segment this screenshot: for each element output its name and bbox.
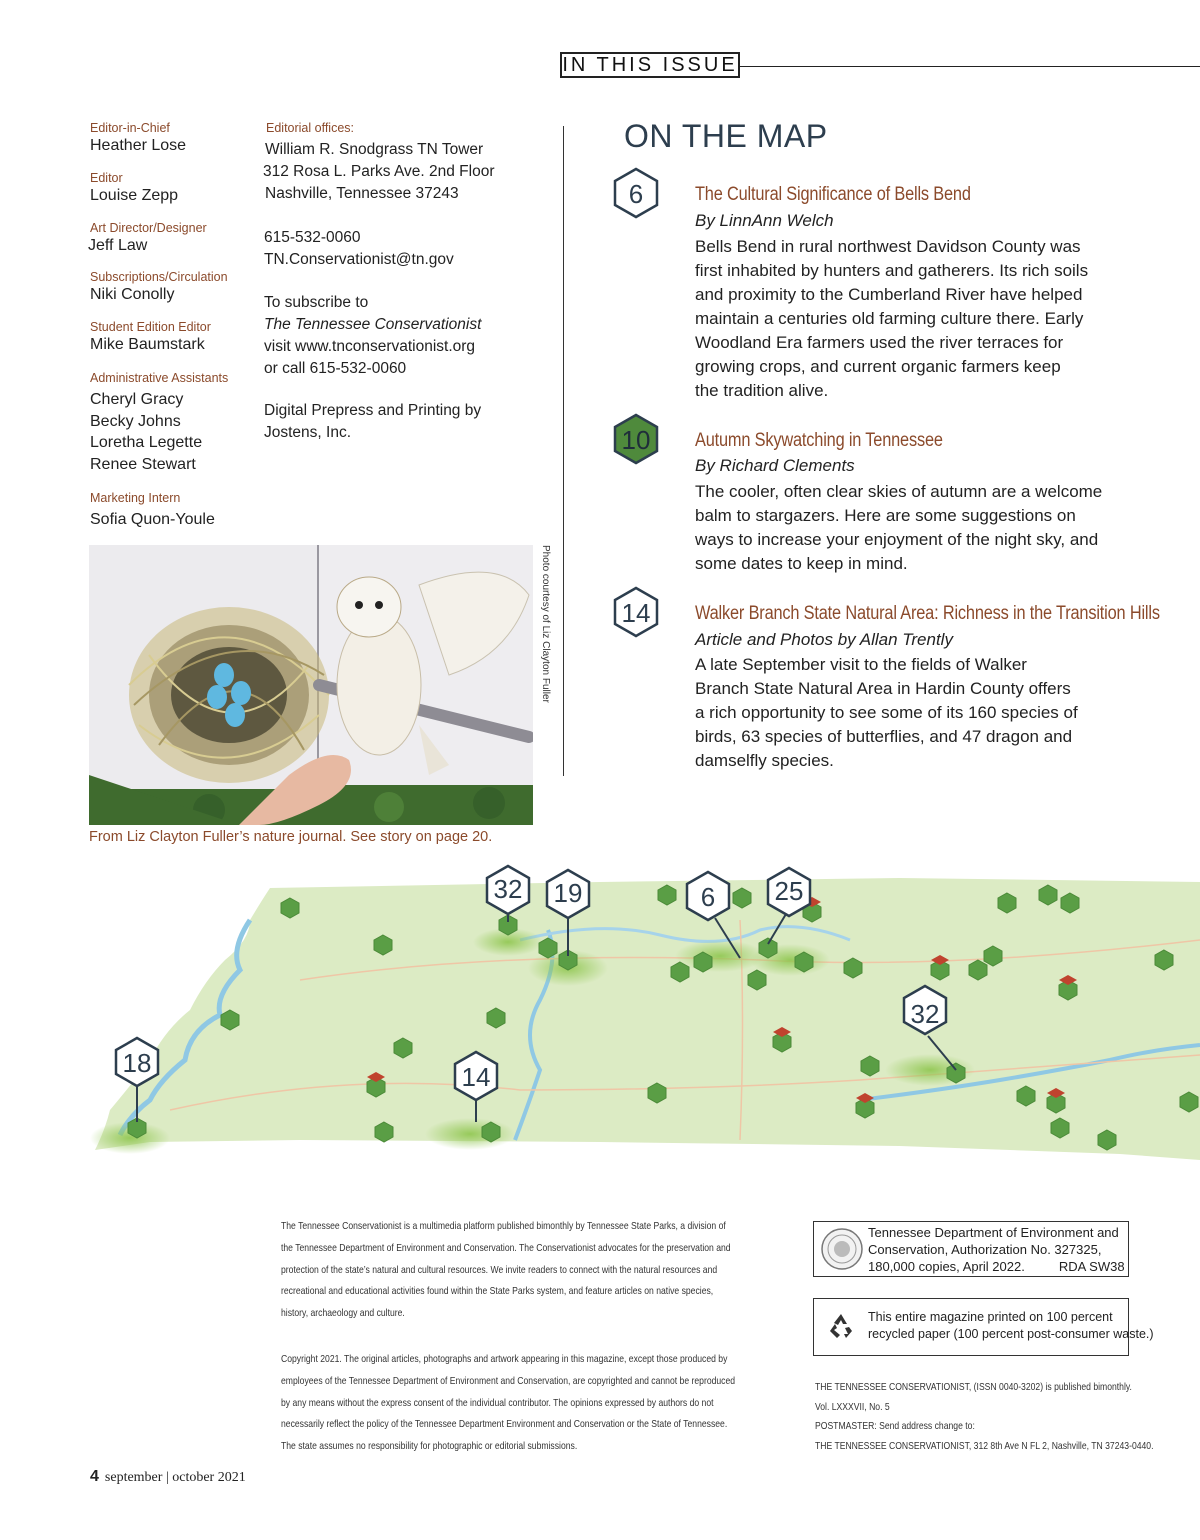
- page-folio: [90, 1468, 246, 1486]
- page-number: 4: [90, 1468, 99, 1485]
- summary-line: some dates to keep in mind.: [695, 554, 908, 573]
- article-title[interactable]: The Cultural Significance of Bells Bend: [695, 184, 971, 205]
- map-badge-label: 14: [461, 1062, 491, 1092]
- park-site-icon: [984, 946, 1002, 966]
- editor-name: Louise Zepp: [90, 187, 179, 204]
- park-site-icon: [281, 898, 299, 918]
- issue-date: september | october 2021: [104, 1470, 246, 1485]
- subscriptions-label: Subscriptions/Circulation: [90, 270, 228, 284]
- printing-line: Jostens, Inc.: [264, 424, 352, 441]
- map-badge-label: 32: [493, 874, 523, 904]
- copyright-line: employees of the Tennessee Department of Environment and Conservation, are copyrighted and cannot be reproduced: [281, 1374, 736, 1387]
- summary-line: balm to stargazers. Here are some suggestions on: [695, 506, 1076, 525]
- park-site-icon: [969, 960, 987, 980]
- admin-name: Cheryl Gracy: [90, 391, 184, 408]
- park-site-icon: [998, 893, 1016, 913]
- copyright-line: necessarily reflect the policy of the Tennessee Department Environment and Conservation or the State of Tennessee.: [281, 1418, 728, 1431]
- summary-line: birds, 63 species of butterflies, and 47 dragon and: [695, 727, 1073, 746]
- page-number: 10: [621, 425, 651, 455]
- recycled-line: This entire magazine printed on 100 percent: [868, 1310, 1113, 1324]
- about-line: the Tennessee Department of Environment and Conservation. The Conservationist advocates for the preservation and: [281, 1241, 731, 1254]
- park-site-icon: [1180, 1092, 1198, 1112]
- authorization-text: [868, 1224, 1125, 1275]
- admin-name: Loretha Legette: [90, 434, 203, 451]
- art-director-name: Jeff Law: [88, 237, 148, 254]
- map-badge-label: 18: [122, 1048, 152, 1078]
- subscribe-info: [264, 292, 481, 380]
- photo-caption: From Liz Clayton Fuller’s nature journal. See story on page 20.: [89, 829, 493, 845]
- summary-line: Bells Bend in rural northwest Davidson County was: [695, 237, 1081, 256]
- legal-line: Vol. LXXXVII, No. 5: [815, 1400, 890, 1413]
- offices-contact: [264, 227, 454, 271]
- park-site-icon: [1017, 1086, 1035, 1106]
- address-line: William R. Snodgrass TN Tower: [265, 141, 484, 158]
- park-site-icon: [375, 1122, 393, 1142]
- tennessee-map: [0, 860, 1200, 1170]
- park-site-icon: [658, 885, 676, 905]
- on-the-map-heading: ON THE MAP: [624, 118, 828, 154]
- authorization-line: [868, 1258, 1125, 1275]
- article-author: By Richard Clements: [695, 456, 855, 475]
- email-address: TN.Conservationist@tn.gov: [264, 251, 454, 268]
- page-badge: [612, 413, 660, 465]
- summary-line: growing crops, and current organic farmers keep: [695, 357, 1061, 376]
- admin-name: Becky Johns: [90, 413, 181, 430]
- recycle-icon: [826, 1311, 856, 1341]
- subscribe-line: or call 615-532-0060: [264, 360, 407, 377]
- park-site-icon: [539, 938, 557, 958]
- park-site-icon: [1098, 1130, 1116, 1150]
- article-author: By LinnAnn Welch: [695, 211, 834, 230]
- article-title[interactable]: Autumn Skywatching in Tennessee: [695, 430, 943, 451]
- summary-line: and proximity to the Cumberland River have helped: [695, 285, 1083, 304]
- article-summary: [695, 480, 1135, 576]
- about-line: protection of the state’s natural and cultural resources. We invite readers to connect with the natural resources and: [281, 1263, 718, 1276]
- park-site-icon: [759, 938, 777, 958]
- state-seal-icon: [820, 1227, 864, 1271]
- legal-line: POSTMASTER: Send address change to:: [815, 1420, 975, 1432]
- legal-line: THE TENNESSEE CONSERVATIONIST, 312 8th Ave N FL 2, Nashville, TN 37243-0440.: [815, 1439, 1154, 1452]
- subscribe-line: To subscribe to: [264, 294, 369, 311]
- column-divider: [563, 126, 564, 776]
- offices-address: [265, 139, 495, 205]
- recycled-paper-box: [813, 1298, 1154, 1356]
- copyright-line: The state assumes no responsibility for photographic or editorial submissions.: [281, 1440, 578, 1453]
- park-site-icon: [795, 952, 813, 972]
- summary-line: The cooler, often clear skies of autumn are a welcome: [695, 482, 1103, 501]
- section-label: IN THIS ISSUE: [560, 52, 740, 78]
- photo-credit: Photo courtesy of Liz Clayton Fuller: [540, 545, 551, 703]
- about-line: history, archaeology and culture.: [281, 1307, 405, 1320]
- authorization-line: Conservation, Authorization No. 327325,: [868, 1242, 1102, 1257]
- summary-line: the tradition alive.: [695, 381, 829, 400]
- recycled-line: recycled paper (100 percent post-consumer waste.): [868, 1327, 1154, 1341]
- copies-text: 180,000 copies, April 2022.: [868, 1259, 1025, 1274]
- park-site-icon: [1051, 1118, 1069, 1138]
- recycled-text: [868, 1309, 1154, 1343]
- summary-line: ways to increase your enjoyment of the night sky, and: [695, 530, 1099, 549]
- phone-number: 615-532-0060: [264, 229, 361, 246]
- park-site-icon: [947, 1063, 965, 1083]
- park-site-icon: [748, 970, 766, 990]
- subscribe-line: visit www.tnconservationist.org: [264, 338, 476, 355]
- editor-in-chief-name: Heather Lose: [90, 137, 187, 154]
- page-number: 14: [621, 598, 651, 628]
- address-line: 312 Rosa L. Parks Ave. 2nd Floor: [263, 163, 495, 180]
- state-map-graphic: [0, 860, 1200, 1170]
- legal-line: THE TENNESSEE CONSERVATIONIST, (ISSN 0040-3202) is published bimonthly.: [815, 1381, 1132, 1393]
- map-badge-label: 19: [553, 878, 583, 908]
- authorization-box: [813, 1221, 1129, 1277]
- article-author: Article and Photos by Allan Trently: [695, 630, 953, 649]
- park-site-icon: [482, 1122, 500, 1142]
- summary-line: damselfly species.: [695, 751, 834, 770]
- park-site-icon: [1039, 885, 1057, 905]
- editor-label: Editor: [90, 171, 123, 185]
- editor-in-chief-label: Editor-in-Chief: [90, 121, 170, 135]
- map-badge-label: 25: [774, 876, 804, 906]
- article-summary: [695, 653, 1135, 773]
- summary-line: Branch State Natural Area in Hardin County offers: [695, 679, 1071, 698]
- park-site-icon: [1155, 950, 1173, 970]
- article-title[interactable]: Walker Branch State Natural Area: Richness in the Transition Hills: [695, 603, 1160, 624]
- park-site-icon: [221, 1010, 239, 1030]
- subscriptions-name: Niki Conolly: [90, 286, 175, 303]
- state-shape: [95, 878, 1200, 1160]
- park-site-icon: [374, 935, 392, 955]
- header-rule: [740, 66, 1200, 67]
- publication-legal: [815, 1378, 1154, 1456]
- park-site-icon: [1061, 893, 1079, 913]
- map-badge-label: 32: [910, 999, 940, 1029]
- park-site-icon: [844, 958, 862, 978]
- copyright-paragraph: [281, 1349, 736, 1458]
- printing-info: [264, 400, 481, 444]
- summary-line: first inhabited by hunters and gatherers. Its rich soils: [695, 261, 1089, 280]
- article-summary: [695, 235, 1135, 403]
- about-line: recreational and educational activities found within the State Parks system, and feature articles on native species,: [281, 1285, 714, 1298]
- address-line: Nashville, Tennessee 37243: [265, 185, 459, 202]
- student-editor-name: Mike Baumstark: [90, 336, 205, 353]
- about-line: The Tennessee Conservationist is a multimedia platform published bimonthly by Tennessee State Parks, a division of: [281, 1220, 726, 1232]
- art-director-label: Art Director/Designer: [90, 221, 207, 235]
- park-site-icon: [394, 1038, 412, 1058]
- page-number: 6: [628, 179, 644, 209]
- authorization-line: Tennessee Department of Environment and: [868, 1225, 1119, 1240]
- admin-name: Renee Stewart: [90, 456, 196, 473]
- copyright-line: by any means without the express consent of the individual contributor. The opinions expressed by authors do not: [281, 1396, 714, 1409]
- magazine-title: The Tennessee Conservationist: [264, 316, 482, 333]
- copyright-line: Copyright 2021. The original articles, photographs and artwork appearing in this magazine, except those produced by: [281, 1353, 728, 1365]
- summary-line: Woodland Era farmers used the river terraces for: [695, 333, 1064, 352]
- summary-line: maintain a centuries old farming culture there. Early: [695, 309, 1084, 328]
- park-site-icon: [487, 1008, 505, 1028]
- nature-journal-photo: [89, 545, 533, 825]
- student-editor-label: Student Edition Editor: [90, 320, 211, 334]
- park-site-icon: [861, 1056, 879, 1076]
- offices-label: Editorial offices:: [266, 121, 355, 135]
- summary-line: A late September visit to the fields of Walker: [695, 655, 1027, 674]
- park-site-icon: [694, 952, 712, 972]
- park-site-icon: [671, 962, 689, 982]
- summary-line: a rich opportunity to see some of its 160 species of: [695, 703, 1078, 722]
- park-site-icon: [648, 1083, 666, 1103]
- intern-name: Sofia Quon-Youle: [90, 511, 215, 528]
- about-paragraph: [281, 1216, 731, 1325]
- printing-line: Digital Prepress and Printing by: [264, 402, 482, 419]
- intern-label: Marketing Intern: [90, 491, 181, 505]
- park-site-icon: [733, 888, 751, 908]
- rda-code: RDA SW38: [1058, 1259, 1125, 1274]
- page-badge: [612, 586, 660, 638]
- journal-illustration: [89, 545, 533, 825]
- map-badge-label: 6: [700, 882, 716, 912]
- page-badge: [612, 167, 660, 219]
- admin-label: Administrative Assistants: [90, 371, 229, 385]
